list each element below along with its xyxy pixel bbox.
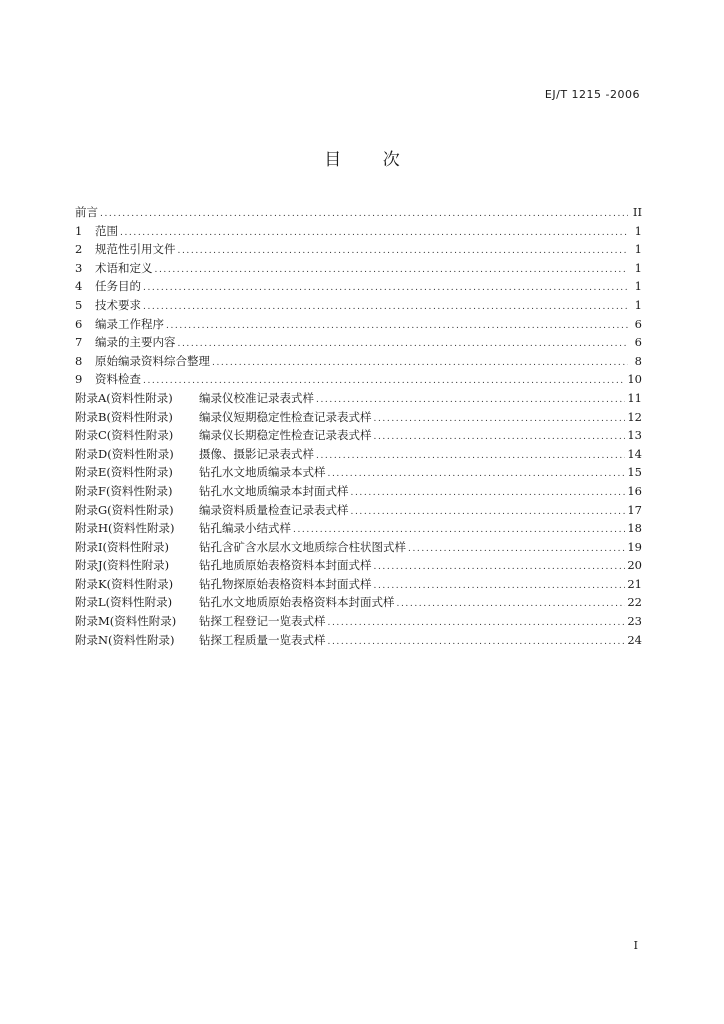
appendix-designation: 附录G(资料性附录) bbox=[75, 502, 174, 517]
toc-entry-label: 钻孔水文地质编录本式样 bbox=[199, 465, 326, 480]
toc-appendix-entry[interactable] bbox=[75, 389, 642, 408]
toc-entry-label: 编录仪短期稳定性检查记录表式样 bbox=[199, 409, 372, 424]
toc-entry-page: 10 bbox=[627, 372, 642, 387]
toc-entry-page: 16 bbox=[627, 483, 642, 498]
appendix-designation: 附录J(资料性附录) bbox=[75, 558, 170, 573]
toc-entry-page: 19 bbox=[627, 539, 642, 554]
dot-leader bbox=[408, 540, 625, 559]
toc-entry-page: 1 bbox=[634, 279, 642, 294]
toc-appendix-entry[interactable] bbox=[75, 501, 642, 520]
toc-entry-page: 1 bbox=[634, 242, 642, 257]
appendix-designation: 附录A(资料性附录) bbox=[75, 390, 173, 405]
dot-leader bbox=[143, 279, 628, 298]
appendix-designation: 附录F(资料性附录) bbox=[75, 483, 173, 498]
toc-entry-label: 规范性引用文件 bbox=[95, 242, 176, 257]
toc-entry-number: 5 bbox=[75, 297, 83, 312]
appendix-designation: 附录L(资料性附录) bbox=[75, 595, 173, 610]
toc-entry-label: 编录仪长期稳定性检查记录表式样 bbox=[199, 428, 372, 443]
appendix-designation: 附录N(资料性附录) bbox=[75, 632, 175, 647]
toc-entry-page: 18 bbox=[627, 521, 642, 536]
toc-entry-page: 1 bbox=[634, 260, 642, 275]
toc-appendix-entry[interactable] bbox=[75, 631, 642, 650]
toc-entry-label: 钻孔水文地质原始表格资料本封面式样 bbox=[199, 595, 395, 610]
appendix-designation: 附录H(资料性附录) bbox=[75, 521, 175, 536]
toc-entry-number: 2 bbox=[75, 242, 83, 257]
dot-leader bbox=[120, 224, 628, 243]
toc-entry-label: 范围 bbox=[95, 223, 118, 238]
toc-appendix-entry[interactable] bbox=[75, 482, 642, 501]
dot-leader bbox=[328, 633, 626, 652]
toc-entry-label: 术语和定义 bbox=[95, 260, 153, 275]
toc-entry-page: 13 bbox=[627, 428, 642, 443]
toc-entry[interactable] bbox=[75, 240, 642, 259]
dot-leader bbox=[178, 335, 629, 354]
toc-entry-page: 17 bbox=[627, 502, 642, 517]
toc-entry-number: 1 bbox=[75, 223, 83, 238]
toc-appendix-entry[interactable] bbox=[75, 463, 642, 482]
toc-appendix-entry[interactable] bbox=[75, 575, 642, 594]
dot-leader bbox=[212, 354, 628, 373]
toc-entry-label: 原始编录资料综合整理 bbox=[95, 353, 210, 368]
toc-entry-page: 22 bbox=[627, 595, 642, 610]
dot-leader bbox=[155, 261, 629, 280]
dot-leader bbox=[351, 484, 626, 503]
toc-entry-page: 6 bbox=[634, 335, 642, 350]
toc-entry-page: 23 bbox=[627, 614, 642, 629]
appendix-designation: 附录K(资料性附录) bbox=[75, 576, 174, 591]
toc-entry[interactable] bbox=[75, 352, 642, 371]
toc-entry-number: 9 bbox=[75, 372, 83, 387]
toc-appendix-entry[interactable] bbox=[75, 556, 642, 575]
dot-leader bbox=[143, 298, 628, 317]
page-title: 目 次 bbox=[324, 150, 418, 170]
table-of-contents bbox=[75, 203, 642, 649]
toc-entry-label: 钻孔水文地质编录本封面式样 bbox=[199, 483, 349, 498]
toc-entry-number: 4 bbox=[75, 279, 83, 294]
dot-leader bbox=[328, 465, 626, 484]
toc-appendix-entry[interactable] bbox=[75, 519, 642, 538]
toc-entry-label: 任务目的 bbox=[95, 279, 141, 294]
appendix-designation: 附录B(资料性附录) bbox=[75, 409, 173, 424]
toc-entry[interactable] bbox=[75, 203, 642, 222]
toc-entry-page: 20 bbox=[627, 558, 642, 573]
toc-entry-page: 24 bbox=[627, 632, 642, 647]
standard-number: EJ/T 1215 -2006 bbox=[544, 88, 640, 101]
toc-entry-label: 摄像、摄影记录表式样 bbox=[199, 446, 314, 461]
toc-entry-page: 15 bbox=[627, 465, 642, 480]
toc-entry-label: 编录资料质量检查记录表式样 bbox=[199, 502, 349, 517]
toc-entry-page: 11 bbox=[627, 390, 642, 405]
dot-leader bbox=[374, 428, 626, 447]
page-folio: I bbox=[633, 939, 638, 952]
appendix-designation: 附录D(资料性附录) bbox=[75, 446, 174, 461]
toc-appendix-entry[interactable] bbox=[75, 408, 642, 427]
toc-entry-label: 钻孔含矿含水层水文地质综合柱状图式样 bbox=[199, 539, 406, 554]
toc-appendix-entry[interactable] bbox=[75, 538, 642, 557]
toc-entry[interactable] bbox=[75, 277, 642, 296]
dot-leader bbox=[166, 317, 628, 336]
dot-leader bbox=[316, 447, 625, 466]
dot-leader bbox=[100, 205, 628, 224]
dot-leader bbox=[374, 558, 626, 577]
toc-entry-label: 编录的主要内容 bbox=[95, 335, 176, 350]
toc-entry-label: 钻探工程质量一览表式样 bbox=[199, 632, 326, 647]
dot-leader bbox=[397, 595, 626, 614]
dot-leader bbox=[328, 614, 626, 633]
appendix-designation: 附录E(资料性附录) bbox=[75, 465, 173, 480]
toc-entry-page: 12 bbox=[627, 409, 642, 424]
toc-appendix-entry[interactable] bbox=[75, 612, 642, 631]
toc-entry[interactable] bbox=[75, 259, 642, 278]
appendix-designation: 附录I(资料性附录) bbox=[75, 539, 170, 554]
toc-entry[interactable] bbox=[75, 370, 642, 389]
toc-appendix-entry[interactable] bbox=[75, 445, 642, 464]
dot-leader bbox=[178, 242, 629, 261]
appendix-designation: 附录M(资料性附录) bbox=[75, 614, 177, 629]
toc-entry-number: 6 bbox=[75, 316, 83, 331]
toc-entry-number: 3 bbox=[75, 260, 83, 275]
toc-entry-label: 资料检查 bbox=[95, 372, 141, 387]
toc-entry-number: 7 bbox=[75, 335, 83, 350]
toc-entry-page: 1 bbox=[634, 223, 642, 238]
toc-entry-page: 8 bbox=[634, 353, 642, 368]
dot-leader bbox=[351, 503, 626, 522]
toc-entry-label: 编录仪校准记录表式样 bbox=[199, 390, 314, 405]
toc-entry-label: 技术要求 bbox=[95, 297, 141, 312]
toc-entry-number: 8 bbox=[75, 353, 83, 368]
toc-entry[interactable] bbox=[75, 222, 642, 241]
dot-leader bbox=[374, 577, 626, 596]
toc-entry-label: 前言 bbox=[75, 205, 98, 219]
toc-appendix-entry[interactable] bbox=[75, 426, 642, 445]
toc-entry-page: 6 bbox=[634, 316, 642, 331]
toc-entry[interactable] bbox=[75, 315, 642, 334]
toc-entry-label: 钻孔地质原始表格资料本封面式样 bbox=[199, 558, 372, 573]
toc-entry-page: 14 bbox=[627, 446, 642, 461]
dot-leader bbox=[374, 410, 626, 429]
toc-entry[interactable] bbox=[75, 296, 642, 315]
appendix-designation: 附录C(资料性附录) bbox=[75, 428, 174, 443]
toc-entry[interactable] bbox=[75, 333, 642, 352]
toc-entry-label: 钻孔编录小结式样 bbox=[199, 521, 291, 536]
toc-appendix-entry[interactable] bbox=[75, 593, 642, 612]
toc-entry-page: 1 bbox=[634, 297, 642, 312]
toc-entry-label: 编录工作程序 bbox=[95, 316, 164, 331]
toc-entry-page: II bbox=[632, 205, 642, 219]
toc-entry-label: 钻探工程登记一览表式样 bbox=[199, 614, 326, 629]
toc-entry-page: 21 bbox=[627, 576, 642, 591]
toc-entry-label: 钻孔物探原始表格资料本封面式样 bbox=[199, 576, 372, 591]
